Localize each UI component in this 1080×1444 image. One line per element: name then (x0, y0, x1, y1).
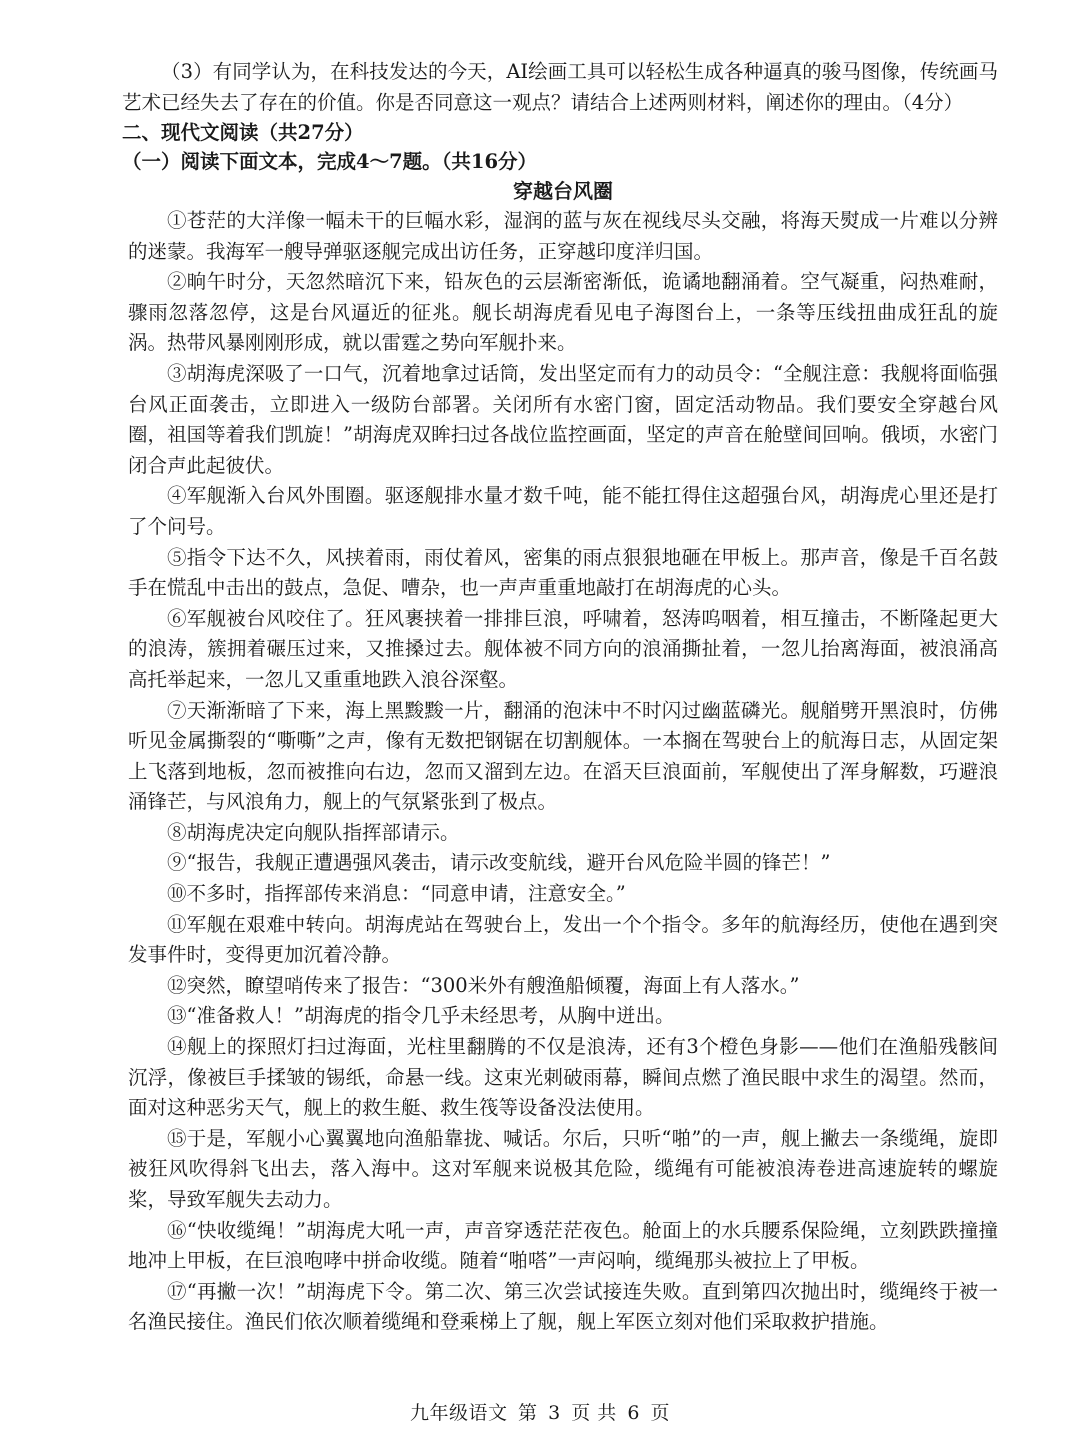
section-title: 二、现代文阅读（共27分） (122, 121, 364, 144)
article-paragraph: ⑬“准备救人！”胡海虎的指令几乎未经思考，从胸中迸出。 (167, 1004, 675, 1028)
article-paragraph: ⑨“报告，我舰正遭遇强风袭击，请示改变航线，避开台风危险半圆的锋芒！” (167, 851, 831, 875)
footer-page-prefix: 第 (518, 1402, 538, 1424)
page-footer (0, 1400, 1080, 1426)
article-paragraph: ⑪军舰在艰难中转向。胡海虎站在驾驶台上，发出一个个指令。多年的航海经历，使他在遇到突发事件时，变得更加沉着冷静。 (128, 912, 998, 967)
article-paragraph: ⑮于是，军舰小心翼翼地向渔船靠拢、喊话。尔后，只听“啪”的一声，舰上撇去一条缆绳，旋即被狂风吹得斜飞出去，落入海中。这对军舰来说极其危险，缆绳有可能被浪涛卷进高速旋转的螺旋桨，导致军舰失去动力。 (128, 1126, 998, 1211)
question-3: （3）有同学认为，在科技发达的今天，AI绘画工具可以轻松生成各种逼真的骏马图像，传统画马艺术已经失去了存在的价值。你是否同意这一观点？请结合上述两则材料，阐述你的理由。（4分） (122, 60, 998, 114)
article-paragraph: ①苍茫的大洋像一幅未干的巨幅水彩，湿润的蓝与灰在视线尽头交融，将海天熨成一片难以分辨的迷蒙。我海军一艘导弹驱逐舰完成出访任务，正穿越印度洋归国。 (128, 209, 998, 263)
article-paragraph: ⑥军舰被台风咬住了。狂风裹挟着一排排巨浪，呼啸着，怒涛呜咽着，相互撞击，不断隆起更大的浪涛，簇拥着碾压过来，又推搡过去。舰体被不同方向的浪涌撕扯着，一忽儿抬离海面，被浪涌高高托举起来，一忽儿又重重地跌入浪谷深壑。 (128, 606, 998, 691)
article-paragraph: ⑯“快收缆绳！”胡海虎大吼一声，声音穿透茫茫夜色。舱面上的水兵腰系保险绳，立刻跌跌撞撞地冲上甲板，在巨浪咆哮中拼命收缆。随着“啪嗒”一声闷响，缆绳那头被拉上了甲板。 (128, 1218, 998, 1273)
page-content (122, 56, 998, 1338)
footer-page-number: 3 (548, 1402, 561, 1424)
article-paragraph: ③胡海虎深吸了一口气，沉着地拿过话筒，发出坚定而有力的动员令：“全舰注意：我舰将面临强台风正面袭击，立即进入一级防台部署。关闭所有水密门窗，固定活动物品。我们要安全穿越台风圈，祖国等着我们凯旋！”胡海虎双眸扫过各战位监控画面，坚定的声音在舱壁间回响。俄顷，水密门闭合声此起彼伏。 (128, 361, 998, 477)
footer-subject: 九年级语文 (409, 1402, 508, 1424)
article-paragraph: ④军舰渐入台风外围圈。驱逐舰排水量才数千吨，能不能扛得住这超强台风，胡海虎心里还是打了个问号。 (128, 484, 998, 538)
article-paragraph: ⑧胡海虎决定向舰队指挥部请示。 (167, 820, 460, 844)
article-paragraph: ⑭舰上的探照灯扫过海面，光柱里翻腾的不仅是浪涛，还有3个橙色身影——他们在渔船残骸间沉浮，像被巨手揉皱的锡纸，命悬一线。这束光刺破雨幕，瞬间点燃了渔民眼中求生的渴望。然而，面对这种恶劣天气，舰上的救生艇、救生筏等设备没法使用。 (128, 1035, 998, 1120)
footer-page-suffix: 页 (650, 1402, 670, 1424)
article-title: 穿越台风圈 (513, 179, 613, 203)
sub-section-title: （一）阅读下面文本，完成4～7题。（共16分） (122, 150, 538, 173)
article-paragraph: ⑫突然，瞭望哨传来了报告：“300米外有艘渔船倾覆，海面上有人落水。” (167, 973, 800, 997)
article-paragraph: ⑩不多时，指挥部传来消息：“同意申请，注意安全。” (167, 882, 626, 906)
article-paragraph: ⑰“再撇一次！”胡海虎下令。第二次、第三次尝试接连失败。直到第四次抛出时，缆绳终于被一名渔民接住。渔民们依次顺着缆绳和登乘梯上了舰，舰上军医立刻对他们采取救护措施。 (128, 1279, 998, 1334)
footer-page-mid: 页 共 (571, 1402, 617, 1424)
article-paragraph: ②晌午时分，天忽然暗沉下来，铅灰色的云层渐密渐低，诡谲地翻涌着。空气凝重，闷热难耐，骤雨忽落忽停，这是台风逼近的征兆。舰长胡海虎看见电子海图台上，一条等压线扭曲成狂乱的旋涡。热带风暴刚刚形成，就以雷霆之势向军舰扑来。 (128, 270, 998, 355)
footer-total-pages: 6 (627, 1402, 640, 1424)
article-body (128, 206, 998, 1338)
article-paragraph: ⑤指令下达不久，风挟着雨，雨仗着风，密集的雨点狠狠地砸在甲板上。那声音，像是千百名鼓手在慌乱中击出的鼓点，急促、嘈杂，也一声声重重地敲打在胡海虎的心头。 (128, 545, 998, 600)
article-paragraph: ⑦天渐渐暗了下来，海上黑黢黢一片，翻涌的泡沫中不时闪过幽蓝磷光。舰艏劈开黑浪时，仿佛听见金属撕裂的“嘶嘶”之声，像有无数把钢锯在切割舰体。一本搁在驾驶台上的航海日志，从固定架上飞落到地板，忽而被推向右边，忽而又溜到左边。在滔天巨浪面前，军舰使出了浑身解数，巧避浪涌锋芒，与风浪角力，舰上的气氛紧张到了极点。 (128, 698, 998, 814)
